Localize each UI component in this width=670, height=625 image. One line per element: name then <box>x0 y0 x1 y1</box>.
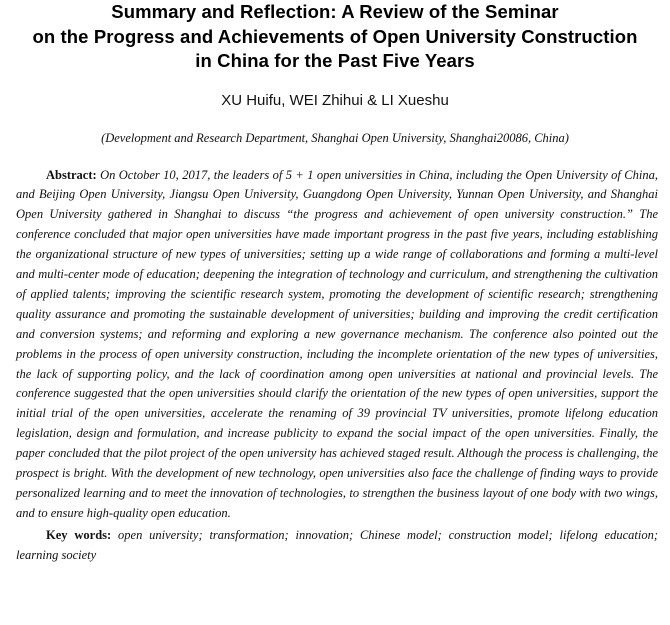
keywords-text: open university; transformation; innovation; Chinese model; construction model; lifelong education; learning society <box>16 527 658 562</box>
abstract-paragraph <box>0 166 670 524</box>
keywords-paragraph <box>0 526 670 566</box>
keywords-label: Key words: <box>46 527 119 542</box>
abstract-text: On October 10, 2017, the leaders of 5 + 1 open universities in China, including the Open University of China, and Beijing Open University, Jiangsu Open University, Guangdong Open University, Yunnan Open University, and Shanghai Open University gathered in Shanghai to discuss “the progress and achievement of open university construction.” The conference concluded that major open universities have made important progress in the past five years, including establishing the organizational structure of new types of universities; setting up a wide range of collaborations and forming a multi-level and multi-center mode of education; deepening the integration of technology and curriculum, and strengthening the cultivation of applied talents; improving the scientific research system, promoting the development of scientific research; strengthening quality assurance and promoting the sustainable development of universities; building and improving the credit certification and conversion systems; and reforming and exploring a new governance mechanism. The conference also pointed out the problems in the process of open university construction, including the incomplete orientation of the new types of universities, the lack of supporting policy, and the lack of coordination among open universities at national and provincial levels. The conference suggested that the open universities should clarify the orientation of the new types of open universities, support the initial trial of the open universities, accelerate the renaming of 39 provincial TV universities, promote lifelong education legislation, design and formulation, and increase publicity to expand the social impact of the open universities. Finally, the paper concluded that the pilot project of the open university has achieved staged result. Although the process is challenging, the prospect is bright. With the development of new technology, open universities also face the challenge of finding ways to provide personalized learning and to meet the innovation of technologies, to strengthen the business layout of one body with two wings, and to ensure high-quality open education. <box>16 167 658 520</box>
title-line-2: on the Progress and Achievements of Open University Construction <box>32 25 638 47</box>
abstract-label: Abstract: <box>46 167 101 182</box>
affiliation: (Development and Research Department, Shanghai Open University, Shanghai20086, China) <box>101 130 569 145</box>
author-list: XU Huifu, WEI Zhihui & LI Xueshu <box>221 91 449 109</box>
paper-title <box>0 0 670 74</box>
title-line-3: in China for the Past Five Years <box>195 50 475 71</box>
title-line-1: Summary and Reflection: A Review of the Seminar <box>111 1 559 22</box>
